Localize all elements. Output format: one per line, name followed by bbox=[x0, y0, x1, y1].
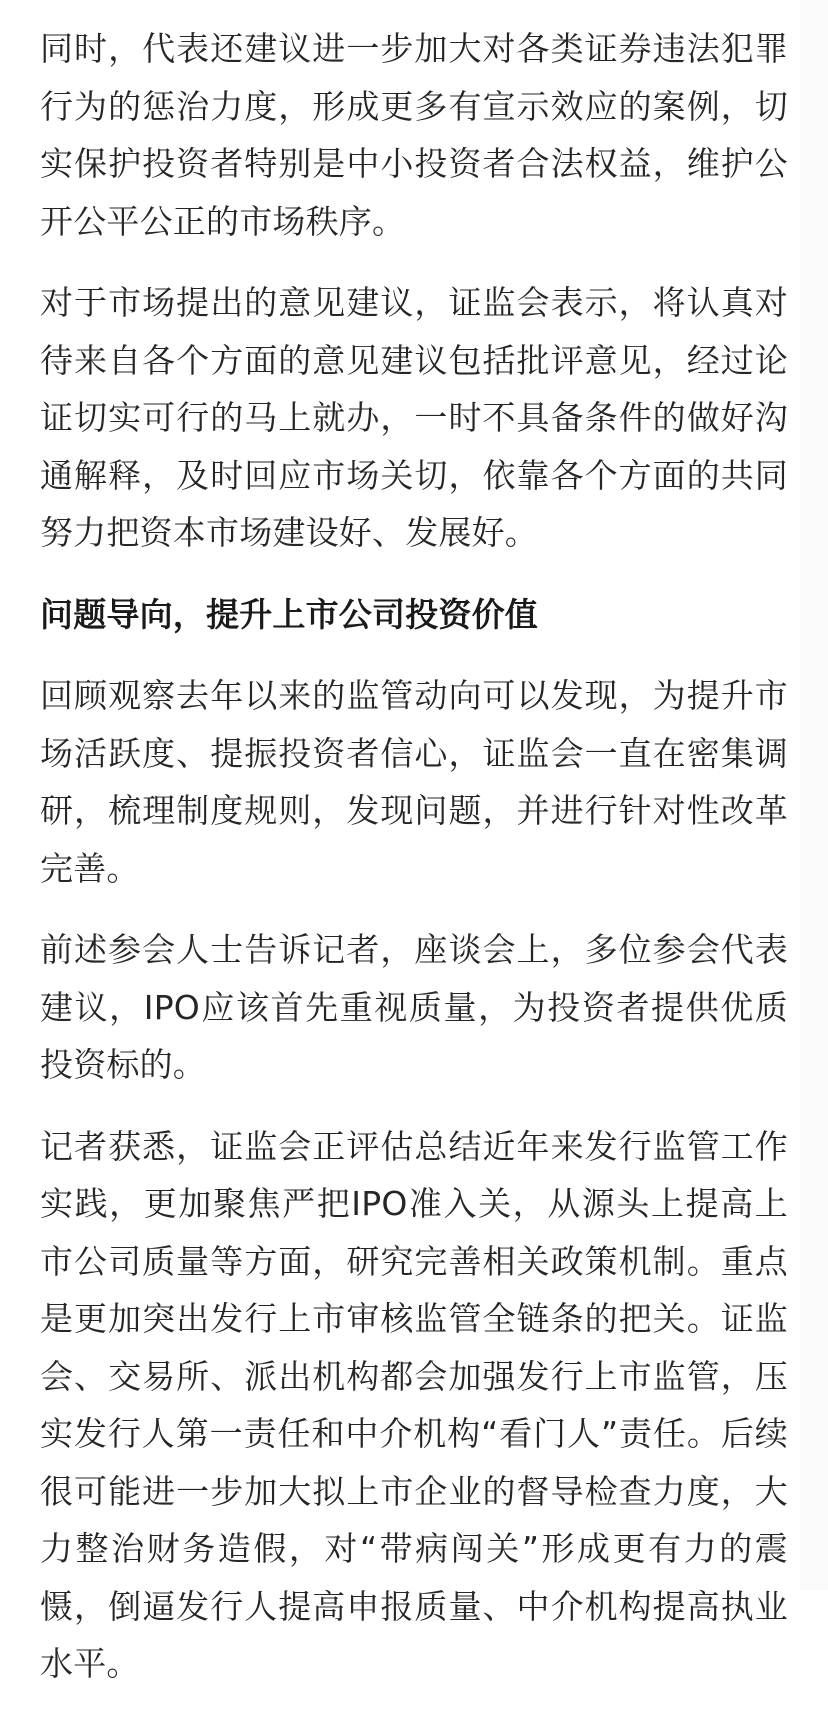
page-edge bbox=[800, 0, 828, 1590]
article-paragraph: 同时，代表还建议进一步加大对各类证券违法犯罪行为的惩治力度，形成更多有宣示效应的案例，切实保护投资者特别是中小投资者合法权益，维护公开公平公正的市场秩序。 bbox=[40, 29, 788, 241]
article-paragraph: 记者获悉，证监会正评估总结近年来发行监管工作实践，更加聚焦严把IPO准入关，从源头上提高上市公司质量等方面，研究完善相关政策机制。重点是更加突出发行上市审核监管全链条的把关。证监会、交易所、派出机构都会加强发行上市监管，压实发行人第一责任和中介机构“看门人”责任。后续很可能进一步加大拟上市企业的督导检查力度，大力整治财务造假，对“带病闯关”形成更有力的震慑，倒逼发行人提高申报质量、中介机构提高执业水平。 bbox=[40, 1126, 788, 1683]
article-body bbox=[40, 20, 788, 1717]
section-heading: 问题导向，提升上市公司投资价值 bbox=[40, 594, 538, 634]
article-paragraph: 对于市场提出的意见建议，证监会表示，将认真对待来自各个方面的意见建议包括批评意见，经过论证切实可行的马上就办，一时不具备条件的做好沟通解释，及时回应市场关切，依靠各个方面的共同努力把资本市场建设好、发展好。 bbox=[40, 283, 788, 552]
article-paragraph: 前述参会人士告诉记者，座谈会上，多位参会代表建议，IPO应该首先重视质量，为投资者提供优质投资标的。 bbox=[40, 930, 788, 1084]
article-paragraph: 回顾观察去年以来的监管动向可以发现，为提升市场活跃度、提振投资者信心，证监会一直在密集调研，梳理制度规则，发现问题，并进行针对性改革完善。 bbox=[40, 676, 788, 888]
